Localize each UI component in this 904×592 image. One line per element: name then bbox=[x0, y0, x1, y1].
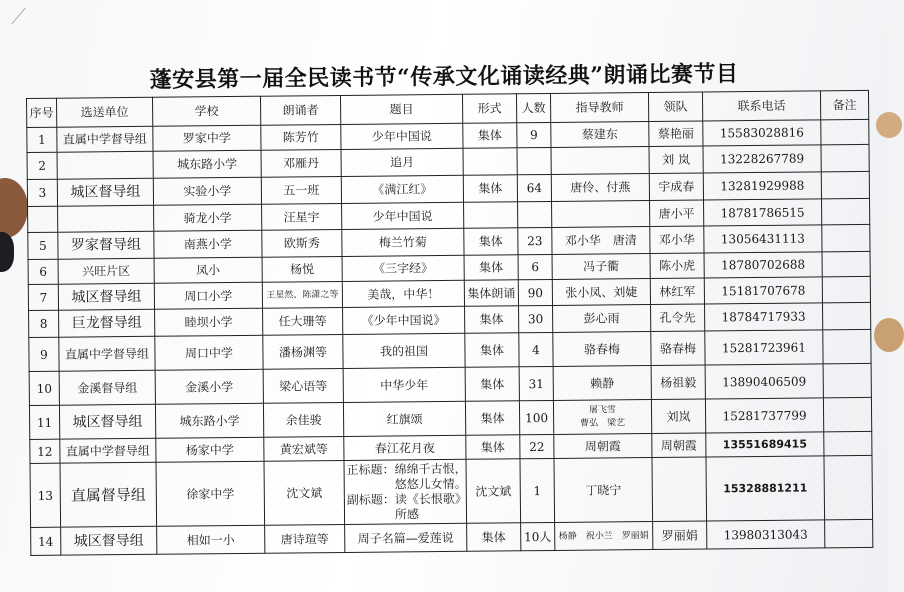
cell-reader: 梁心语等 bbox=[263, 368, 343, 403]
cell-topic: 我的祖国 bbox=[343, 333, 465, 368]
cell-count: 10人 bbox=[521, 522, 555, 550]
cell-note bbox=[823, 397, 871, 431]
cell-leader: 邓小华 bbox=[650, 226, 704, 254]
cell-unit: 直属中学督导组 bbox=[60, 438, 156, 463]
cell-no: 9 bbox=[29, 337, 59, 371]
cell-reader: 汪星宇 bbox=[262, 203, 342, 230]
cell-reader: 陈芳竹 bbox=[261, 124, 341, 150]
header-topic: 题目 bbox=[340, 94, 462, 124]
cell-topic: 红旗颂 bbox=[343, 401, 465, 436]
cell-no: 2 bbox=[27, 152, 57, 179]
cell-topic: 《三字经》 bbox=[342, 255, 464, 281]
cell-leader: 刘 岚 bbox=[649, 146, 703, 174]
cell-unit bbox=[58, 205, 154, 232]
cell-leader: 孔令先 bbox=[651, 304, 705, 332]
cell-leader: 林红军 bbox=[650, 278, 704, 305]
cell-teacher: 邓小华 唐清 bbox=[552, 227, 650, 255]
header-no: 序号 bbox=[27, 98, 57, 127]
cell-form: 集体 bbox=[465, 333, 519, 368]
cell-phone: 18784717933 bbox=[705, 303, 823, 331]
cell-school: 凤小 bbox=[154, 257, 262, 283]
cell-teacher bbox=[551, 147, 649, 175]
header-phone: 联系电话 bbox=[702, 91, 820, 121]
cell-form: 集体 bbox=[464, 255, 518, 281]
cell-unit: 城区督导组 bbox=[59, 404, 155, 439]
cell-school: 睦坝小学 bbox=[155, 308, 263, 336]
hand-right-top bbox=[876, 112, 902, 138]
cell-school: 罗家中学 bbox=[153, 125, 261, 151]
cell-no: 3 bbox=[27, 179, 57, 206]
cell-leader: 骆春梅 bbox=[651, 331, 705, 366]
cell-topic: 少年中国说 bbox=[341, 123, 463, 149]
cell-note bbox=[822, 276, 870, 302]
cell-teacher: 蔡建东 bbox=[551, 122, 649, 148]
cell-unit: 巨龙督导组 bbox=[59, 309, 155, 337]
cell-reader: 唐诗瑄等 bbox=[265, 524, 345, 553]
cell-reader: 余佳骏 bbox=[263, 402, 343, 437]
cell-teacher: 彭心雨 bbox=[553, 305, 651, 333]
cell-phone: 18781786515 bbox=[704, 199, 822, 226]
cell-count: 1 bbox=[520, 458, 555, 522]
cell-form: 集体 bbox=[465, 401, 519, 436]
cell-phone: 18780702688 bbox=[704, 252, 822, 278]
cell-reader: 五一班 bbox=[261, 176, 341, 204]
cell-teacher: 屠飞雪 曹弘 梁艺 bbox=[553, 400, 651, 435]
cell-teacher: 骆春梅 bbox=[553, 332, 651, 367]
cell-no: 11 bbox=[29, 405, 59, 439]
cell-no: 14 bbox=[31, 527, 61, 555]
cell-phone: 15583028816 bbox=[703, 120, 821, 146]
header-school: 学校 bbox=[152, 96, 260, 126]
cell-school: 实验小学 bbox=[153, 177, 261, 205]
cell-topic: 《满江红》 bbox=[341, 175, 463, 203]
cell-school: 杨家中学 bbox=[156, 437, 264, 462]
cell-topic: 正标题：绵绵千古恨， 悠悠儿女情。 副标题：读《长恨歌》 所感 bbox=[344, 459, 467, 524]
cell-phone: 13056431113 bbox=[704, 225, 822, 253]
cell-unit: 金溪督导组 bbox=[59, 370, 155, 405]
cell-note bbox=[824, 431, 872, 455]
cell-reader: 欧斯秀 bbox=[262, 229, 342, 257]
cell-count bbox=[518, 201, 552, 227]
cell-leader: 刘岚 bbox=[651, 399, 705, 434]
cell-phone: 13228267789 bbox=[703, 145, 821, 173]
cell-count: 4 bbox=[519, 332, 553, 366]
cell-phone: 15281723961 bbox=[705, 330, 823, 365]
cell-leader: 蔡艳丽 bbox=[649, 121, 703, 147]
cell-count bbox=[517, 147, 551, 174]
cell-no: 10 bbox=[29, 371, 59, 405]
cell-teacher: 丁晓宁 bbox=[554, 458, 653, 523]
header-form: 形式 bbox=[462, 94, 516, 124]
cell-note bbox=[824, 455, 873, 519]
cell-unit: 城区督导组 bbox=[61, 526, 157, 555]
cell-leader: 罗丽娟 bbox=[653, 521, 707, 550]
header-teacher: 指导教师 bbox=[550, 93, 648, 123]
cell-leader bbox=[652, 457, 707, 522]
cell-unit: 城区督导组 bbox=[57, 178, 153, 206]
cell-no: 12 bbox=[30, 439, 60, 463]
cell-school: 南燕小学 bbox=[154, 230, 262, 258]
cell-topic: 《少年中国说》 bbox=[343, 306, 465, 334]
cell-count: 90 bbox=[518, 279, 552, 305]
cell-topic: 周子名篇—爱莲说 bbox=[345, 523, 467, 552]
cell-form: 集体 bbox=[466, 435, 520, 460]
cell-unit: 罗家督导组 bbox=[58, 231, 154, 259]
cell-note bbox=[821, 171, 869, 198]
cell-reader: 任大珊等 bbox=[263, 307, 343, 335]
cell-count: 22 bbox=[520, 434, 554, 458]
cell-note bbox=[821, 144, 869, 171]
cell-reader: 黄宏斌等 bbox=[264, 436, 344, 461]
cell-leader: 杨祖毅 bbox=[651, 365, 705, 400]
cell-note bbox=[823, 302, 871, 329]
cell-count: 9 bbox=[517, 122, 551, 147]
cell-count: 23 bbox=[518, 227, 552, 254]
cell-teacher: 冯子衢 bbox=[552, 254, 650, 280]
cell-note bbox=[822, 251, 870, 276]
cell-form: 沈文斌 bbox=[466, 459, 521, 524]
cell-topic: 梅兰竹菊 bbox=[342, 228, 464, 256]
cell-no: 8 bbox=[29, 310, 59, 337]
cell-leader: 陈小虎 bbox=[650, 253, 704, 279]
cell-count: 64 bbox=[517, 174, 551, 201]
cell-count: 100 bbox=[519, 400, 553, 434]
cell-unit: 直属督导组 bbox=[60, 462, 157, 527]
cell-unit: 直属中学督导组 bbox=[59, 336, 155, 371]
cell-unit: 兴旺片区 bbox=[58, 258, 154, 284]
cell-count: 30 bbox=[519, 305, 553, 332]
cell-topic: 少年中国说 bbox=[342, 202, 464, 229]
cell-form: 集体 bbox=[465, 306, 519, 334]
cell-count: 31 bbox=[519, 366, 553, 400]
cell-school: 徐家中学 bbox=[156, 461, 265, 526]
cell-form: 集体 bbox=[464, 228, 518, 256]
cell-teacher bbox=[552, 201, 650, 228]
cell-school: 城东路小学 bbox=[155, 403, 263, 438]
cell-leader: 唐小平 bbox=[650, 200, 704, 227]
cell-teacher: 唐伶、付燕 bbox=[551, 174, 649, 202]
header-reader: 朗诵者 bbox=[260, 95, 340, 125]
cell-teacher: 赖静 bbox=[553, 366, 651, 401]
cell-unit bbox=[57, 151, 153, 179]
cell-teacher: 张小凤、刘婕 bbox=[552, 279, 650, 306]
cell-phone: 13980313043 bbox=[707, 520, 825, 549]
cell-no: 1 bbox=[27, 127, 57, 152]
cell-no: 5 bbox=[28, 232, 58, 259]
cell-form: 集体 bbox=[465, 367, 519, 402]
cell-reader: 杨悦 bbox=[262, 256, 342, 282]
cell-no: 7 bbox=[28, 284, 58, 310]
cell-form: 集体 bbox=[467, 523, 521, 552]
cell-topic: 追月 bbox=[341, 148, 463, 176]
cell-note bbox=[823, 363, 871, 397]
cell-form: 集体 bbox=[463, 175, 517, 203]
cell-reader: 王星然、陈潇之等 bbox=[262, 281, 342, 308]
cell-leader: 宇成春 bbox=[649, 173, 703, 201]
cell-topic: 中华少年 bbox=[343, 367, 465, 402]
cell-phone: 15181707678 bbox=[704, 277, 822, 304]
cell-school: 城东路小学 bbox=[153, 150, 261, 178]
page-title: 蓬安县第一届全民读书节“传承文化诵读经典”朗诵比赛节目 bbox=[149, 60, 739, 94]
cell-teacher: 杨静 祝小兰 罗丽娟 bbox=[555, 522, 653, 551]
cell-phone: 13281929988 bbox=[703, 172, 821, 200]
cell-no: 13 bbox=[30, 463, 61, 527]
cell-reader: 潘杨渊等 bbox=[263, 334, 343, 369]
cell-form bbox=[464, 202, 518, 229]
cell-form bbox=[463, 148, 517, 176]
cell-phone: 13551689415 bbox=[706, 432, 824, 457]
header-unit: 选送单位 bbox=[57, 97, 153, 127]
cell-form: 集体朗诵 bbox=[464, 280, 518, 307]
cell-topic: 美哉，中华！ bbox=[342, 280, 464, 307]
cell-unit: 直属中学督导组 bbox=[57, 126, 153, 152]
cell-school: 骑龙小学 bbox=[154, 204, 262, 231]
cell-phone: 15281737799 bbox=[705, 398, 823, 433]
cell-count: 6 bbox=[518, 254, 552, 279]
cell-unit: 城区督导组 bbox=[58, 283, 154, 310]
cell-note bbox=[822, 224, 870, 251]
table-row bbox=[30, 455, 873, 527]
header-count: 人数 bbox=[516, 93, 550, 122]
cell-phone: 13890406509 bbox=[705, 364, 823, 399]
cell-school: 相如一小 bbox=[157, 525, 265, 554]
cell-note bbox=[821, 119, 869, 144]
cell-school: 金溪小学 bbox=[155, 369, 263, 404]
cell-form: 集体 bbox=[463, 123, 517, 149]
header-note: 备注 bbox=[820, 90, 868, 119]
cell-reader: 邓雁丹 bbox=[261, 149, 341, 177]
cell-teacher: 周朝霞 bbox=[554, 434, 652, 459]
program-table bbox=[26, 90, 873, 556]
cell-note bbox=[823, 329, 871, 363]
cell-leader: 周朝霞 bbox=[652, 433, 706, 458]
cell-reader: 沈文斌 bbox=[264, 460, 345, 525]
cell-no: 6 bbox=[28, 259, 58, 284]
cell-school: 周口中学 bbox=[155, 335, 263, 370]
hand-right bbox=[874, 318, 904, 352]
cell-topic: 春江花月夜 bbox=[344, 435, 466, 460]
cell-no bbox=[28, 206, 58, 232]
cell-note bbox=[822, 198, 870, 224]
cell-note bbox=[825, 519, 873, 547]
cell-phone: 15328881211 bbox=[706, 456, 825, 521]
header-leader: 领队 bbox=[648, 92, 702, 122]
cell-school: 周口小学 bbox=[154, 282, 262, 309]
